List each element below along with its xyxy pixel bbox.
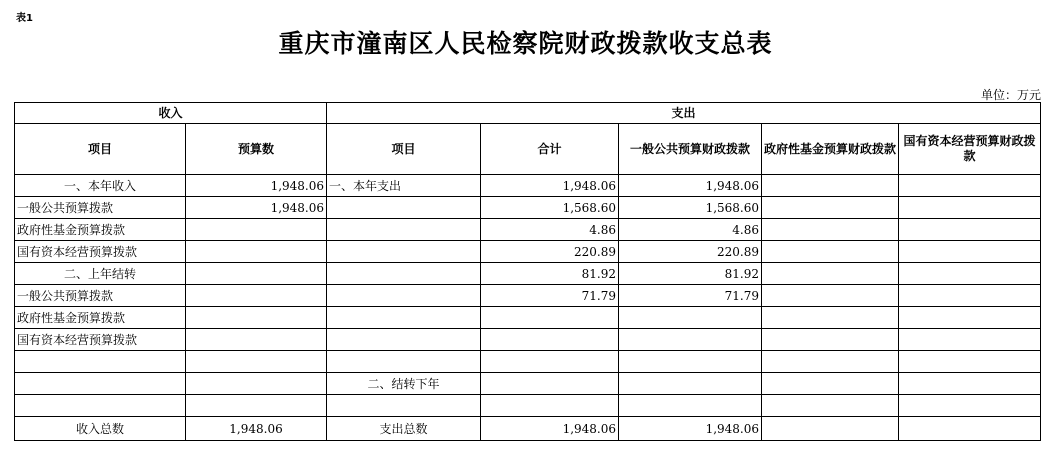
income-budget-cell: 1,948.06 bbox=[186, 197, 327, 219]
table-row bbox=[15, 197, 1041, 219]
column-header-row bbox=[15, 124, 1041, 175]
general-budget-cell bbox=[619, 373, 762, 395]
fund-budget-cell bbox=[762, 307, 899, 329]
income-item-cell: 政府性基金预算拨款 bbox=[15, 219, 186, 241]
state-capital-cell bbox=[899, 307, 1041, 329]
income-group-header: 收入 bbox=[15, 103, 327, 124]
col-fund-budget: 政府性基金预算财政拨款 bbox=[762, 124, 899, 175]
expense-item-cell bbox=[327, 197, 481, 219]
total-row bbox=[15, 417, 1041, 441]
state-capital-cell bbox=[899, 351, 1041, 373]
general-budget-cell bbox=[619, 395, 762, 417]
fund-budget-cell bbox=[762, 395, 899, 417]
fiscal-summary-table bbox=[14, 102, 1041, 441]
col-income-budget: 预算数 bbox=[186, 124, 327, 175]
expense-item-cell bbox=[327, 351, 481, 373]
general-budget-cell: 1,948.06 bbox=[619, 417, 762, 441]
income-item-cell: 政府性基金预算拨款 bbox=[15, 307, 186, 329]
general-budget-cell: 1,568.60 bbox=[619, 197, 762, 219]
income-item-cell: 一般公共预算拨款 bbox=[15, 285, 186, 307]
expense-item-cell bbox=[327, 285, 481, 307]
general-budget-cell: 71.79 bbox=[619, 285, 762, 307]
expense-item-cell: 支出总数 bbox=[327, 417, 481, 441]
state-capital-cell bbox=[899, 373, 1041, 395]
table-row bbox=[15, 373, 1041, 395]
table-row bbox=[15, 219, 1041, 241]
income-budget-cell bbox=[186, 219, 327, 241]
income-budget-cell bbox=[186, 307, 327, 329]
state-capital-cell bbox=[899, 417, 1041, 441]
total-cell: 81.92 bbox=[481, 263, 619, 285]
income-budget-cell bbox=[186, 329, 327, 351]
income-item-cell: 国有资本经营预算拨款 bbox=[15, 241, 186, 263]
expense-item-cell bbox=[327, 241, 481, 263]
total-cell bbox=[481, 395, 619, 417]
state-capital-cell bbox=[899, 395, 1041, 417]
table-row bbox=[15, 395, 1041, 417]
fund-budget-cell bbox=[762, 285, 899, 307]
fund-budget-cell bbox=[762, 197, 899, 219]
general-budget-cell bbox=[619, 307, 762, 329]
expense-item-cell bbox=[327, 329, 481, 351]
total-cell bbox=[481, 373, 619, 395]
total-cell bbox=[481, 307, 619, 329]
state-capital-cell bbox=[899, 329, 1041, 351]
general-budget-cell: 220.89 bbox=[619, 241, 762, 263]
total-cell: 1,948.06 bbox=[481, 417, 619, 441]
table-row bbox=[15, 351, 1041, 373]
total-cell: 71.79 bbox=[481, 285, 619, 307]
unit-label: 单位：万元 bbox=[980, 88, 1041, 102]
table-row bbox=[15, 329, 1041, 351]
total-cell: 1,948.06 bbox=[481, 175, 619, 197]
income-item-cell bbox=[15, 373, 186, 395]
col-expense-item: 项目 bbox=[327, 124, 481, 175]
fund-budget-cell bbox=[762, 329, 899, 351]
state-capital-cell bbox=[899, 241, 1041, 263]
fund-budget-cell bbox=[762, 241, 899, 263]
expense-item-cell: 二、结转下年 bbox=[327, 373, 481, 395]
fund-budget-cell bbox=[762, 351, 899, 373]
fund-budget-cell bbox=[762, 175, 899, 197]
fund-budget-cell bbox=[762, 219, 899, 241]
total-cell: 4.86 bbox=[481, 219, 619, 241]
general-budget-cell: 81.92 bbox=[619, 263, 762, 285]
income-item-cell bbox=[15, 351, 186, 373]
state-capital-cell bbox=[899, 197, 1041, 219]
expense-item-cell bbox=[327, 219, 481, 241]
income-budget-cell bbox=[186, 263, 327, 285]
income-item-cell: 一、本年收入 bbox=[15, 175, 186, 197]
expense-group-header: 支出 bbox=[327, 103, 1041, 124]
state-capital-cell bbox=[899, 263, 1041, 285]
income-item-cell bbox=[15, 395, 186, 417]
expense-item-cell bbox=[327, 263, 481, 285]
page-title: 重庆市潼南区人民检察院财政拨款收支总表 bbox=[278, 29, 773, 58]
state-capital-cell bbox=[899, 285, 1041, 307]
income-budget-cell bbox=[186, 351, 327, 373]
total-cell bbox=[481, 351, 619, 373]
table-row bbox=[15, 175, 1041, 197]
col-total: 合计 bbox=[481, 124, 619, 175]
general-budget-cell: 1,948.06 bbox=[619, 175, 762, 197]
group-header-row bbox=[15, 103, 1041, 124]
income-budget-cell bbox=[186, 395, 327, 417]
table-row bbox=[15, 241, 1041, 263]
income-item-cell: 国有资本经营预算拨款 bbox=[15, 329, 186, 351]
general-budget-cell bbox=[619, 351, 762, 373]
income-item-cell: 二、上年结转 bbox=[15, 263, 186, 285]
income-budget-cell bbox=[186, 285, 327, 307]
general-budget-cell: 4.86 bbox=[619, 219, 762, 241]
col-general-budget: 一般公共预算财政拨款 bbox=[619, 124, 762, 175]
income-budget-cell bbox=[186, 241, 327, 263]
state-capital-cell bbox=[899, 175, 1041, 197]
total-cell bbox=[481, 329, 619, 351]
fund-budget-cell bbox=[762, 263, 899, 285]
col-state-capital: 国有资本经营预算财政拨款 bbox=[899, 124, 1041, 175]
general-budget-cell bbox=[619, 329, 762, 351]
state-capital-cell bbox=[899, 219, 1041, 241]
total-cell: 220.89 bbox=[481, 241, 619, 263]
income-budget-cell: 1,948.06 bbox=[186, 417, 327, 441]
table-number: 表1 bbox=[16, 13, 33, 24]
fund-budget-cell bbox=[762, 373, 899, 395]
table-row bbox=[15, 285, 1041, 307]
income-item-cell: 一般公共预算拨款 bbox=[15, 197, 186, 219]
table-row bbox=[15, 307, 1041, 329]
income-budget-cell bbox=[186, 373, 327, 395]
total-cell: 1,568.60 bbox=[481, 197, 619, 219]
expense-item-cell bbox=[327, 307, 481, 329]
table-row bbox=[15, 263, 1041, 285]
expense-item-cell: 一、本年支出 bbox=[327, 175, 481, 197]
income-budget-cell: 1,948.06 bbox=[186, 175, 327, 197]
fund-budget-cell bbox=[762, 417, 899, 441]
income-item-cell: 收入总数 bbox=[15, 417, 186, 441]
col-income-item: 项目 bbox=[15, 124, 186, 175]
expense-item-cell bbox=[327, 395, 481, 417]
